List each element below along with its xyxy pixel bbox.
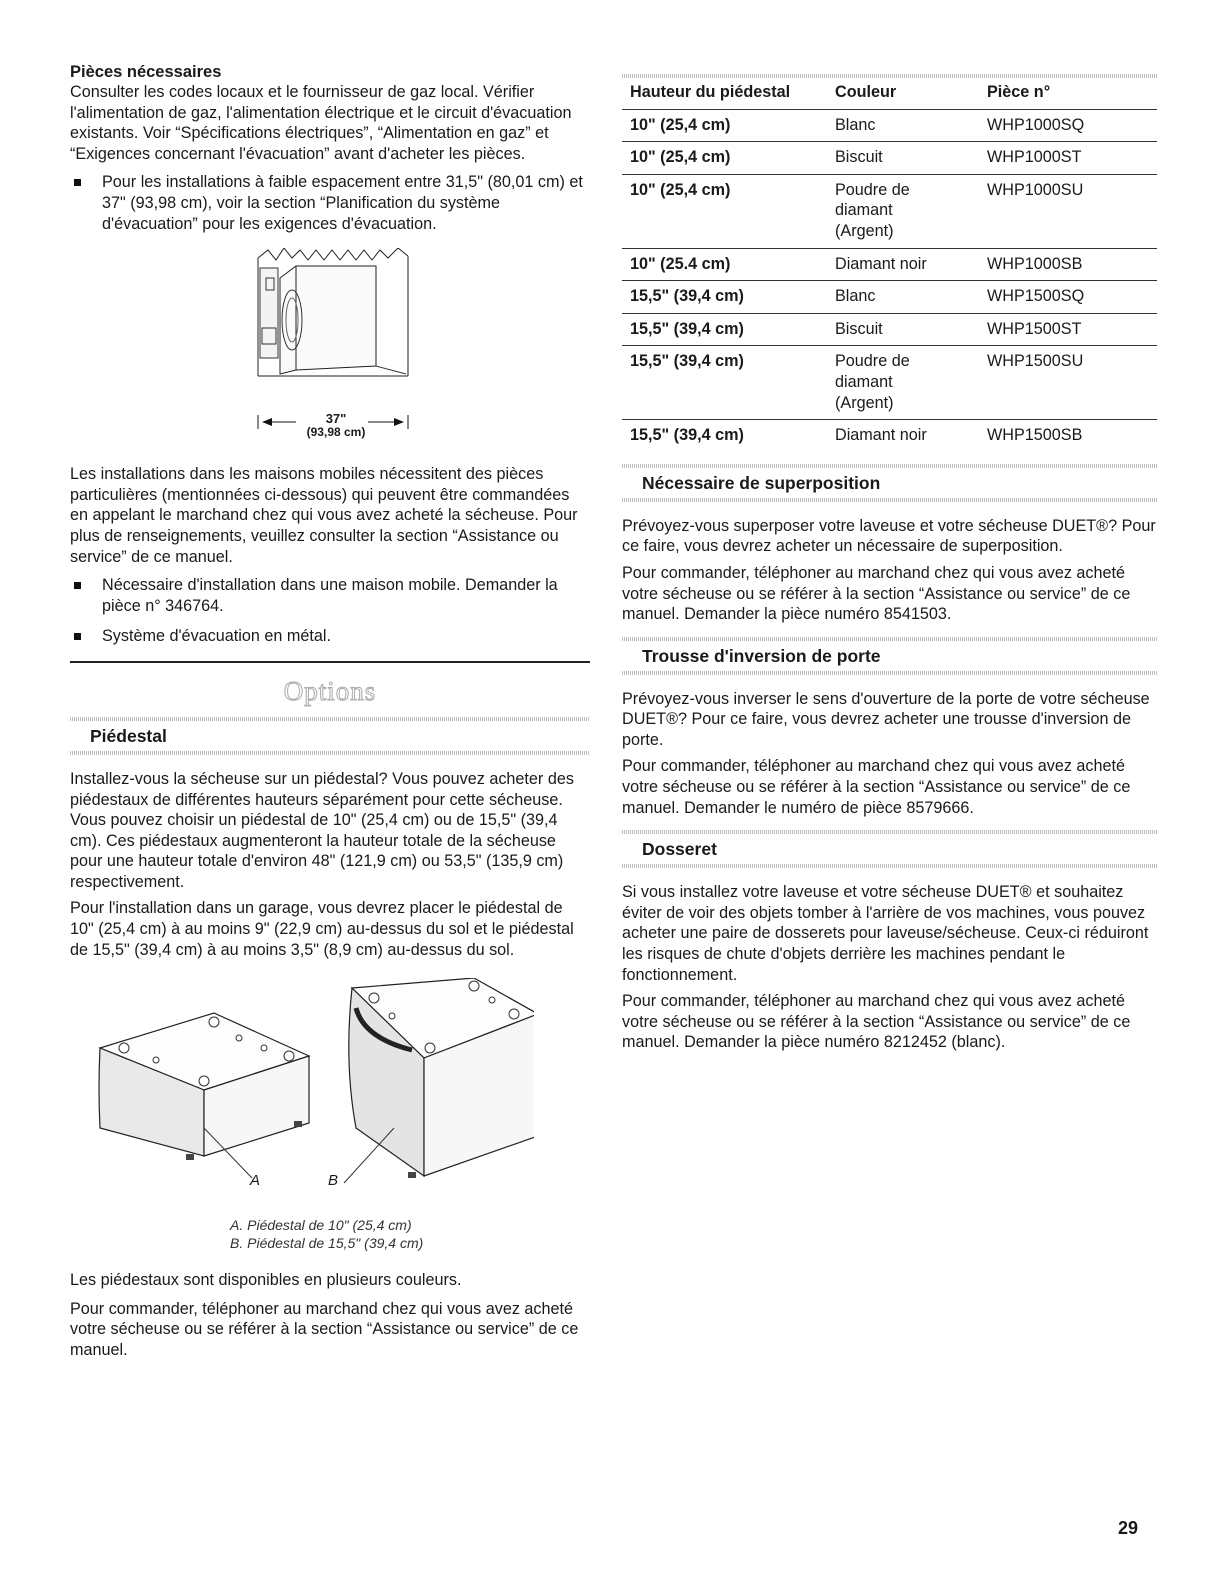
table-cell: WHP1500ST: [979, 313, 1157, 346]
dimension-label: 37": [325, 411, 347, 427]
door-kit-paragraph-1: Prévoyez-vous inverser le sens d'ouverture de la porte de votre sécheuse DUET®? Pour ce faire, vous devrez acheter une trousse d'inversion de porte.: [622, 689, 1150, 749]
bullet-square-icon: [74, 179, 81, 186]
table-cell: 15,5" (39,4 cm): [622, 346, 827, 420]
colors-text: Les piédestaux sont disponibles en plusieurs couleurs.: [70, 1271, 462, 1290]
section-rule: [70, 661, 590, 663]
table-row: [622, 109, 1157, 142]
table-header-row: [622, 78, 1157, 109]
stack-kit-title: Nécessaire de superposition: [642, 472, 881, 493]
caption-a: A. Piédestal de 10" (25,4 cm): [230, 1217, 412, 1234]
dotted-divider: [70, 751, 590, 755]
pedestal-diagram: [94, 978, 534, 1188]
table-row: [622, 313, 1157, 346]
table-cell: WHP1000ST: [979, 142, 1157, 175]
table-row: [622, 281, 1157, 314]
table-cell: WHP1500SQ: [979, 281, 1157, 314]
table-cell: Poudre de diamant (Argent): [827, 346, 979, 420]
dotted-divider: [622, 464, 1157, 468]
parts-title: Pièces nécessaires: [70, 63, 222, 81]
parts-intro: Consulter les codes locaux et le fournisseur de gaz local. Vérifier l'alimentation de gaz, l'alimentation électrique et le circuit d'évacuation existants. Voir “Spécifications électriques”, “Alimentation en gaz” et “Exigences concernant l'évacuation” avant d'acheter les pièces.: [70, 83, 572, 163]
pedestals-illustration: [94, 978, 534, 1188]
table-cell: Biscuit: [827, 313, 979, 346]
table-row: [622, 346, 1157, 420]
door-kit-title: Trousse d'inversion de porte: [642, 645, 881, 666]
left-column: [70, 62, 590, 1361]
order-text: Pour commander, téléphoner au marchand chez qui vous avez acheté votre sécheuse ou se référer à la section “Assistance ou service” de ce manuel.: [70, 1299, 579, 1360]
table-header: Hauteur du piédestal: [630, 83, 791, 101]
dotted-divider: [70, 717, 590, 721]
table-cell: 10" (25,4 cm): [622, 109, 827, 142]
table-cell: Blanc: [827, 109, 979, 142]
backsplash-paragraph-1: Si vous installez votre laveuse et votre sécheuse DUET® et souhaitez éviter de voir des objets tomber à l'arrière de vos machines, vous pouvez acheter une paire de dosserets pour laveuse/sécheuse. Ceux-ci réduiront les risques de chute d'objets derrière les machines pendant le fonctionnement.: [622, 883, 1149, 984]
table-cell: WHP1000SQ: [979, 109, 1157, 142]
label-b: B: [328, 1172, 339, 1190]
mobile-bullet-1-text: Nécessaire d'installation dans une maison mobile. Demander la pièce n° 346764.: [102, 576, 558, 615]
stack-kit-paragraph-2: Pour commander, téléphoner au marchand chez qui vous avez acheté votre sécheuse ou se référer à la section “Assistance ou service” de ce manuel. Demander la pièce numéro 8541503.: [622, 563, 1131, 624]
table-cell: Poudre de diamant (Argent): [827, 174, 979, 248]
table-cell: Diamant noir: [827, 420, 979, 452]
label-a: A: [250, 1172, 261, 1190]
table-cell: Biscuit: [827, 142, 979, 175]
table-cell: Diamant noir: [827, 248, 979, 281]
table-header: Couleur: [835, 83, 897, 101]
alcove-dryer-illustration: [256, 248, 416, 413]
right-column: [622, 74, 1157, 1053]
table-cell: 10" (25,4 cm): [622, 174, 827, 248]
table-row: [622, 248, 1157, 281]
pedestal-parts-table: [622, 78, 1157, 452]
options-title: Options: [283, 675, 377, 706]
table-cell: 15,5" (39,4 cm): [622, 313, 827, 346]
table-cell: WHP1500SU: [979, 346, 1157, 420]
table-row: [622, 142, 1157, 175]
table-row: [622, 420, 1157, 452]
door-kit-paragraph-2: Pour commander, téléphoner au marchand chez qui vous avez acheté votre sécheuse ou se référer à la section “Assistance ou service” de ce manuel. Demander le numéro de pièce 8579666.: [622, 757, 1131, 817]
stack-kit-paragraph-1: Prévoyez-vous superposer votre laveuse et votre sécheuse DUET®? Pour ce faire, vous devrez acheter un nécessaire de superposition.: [622, 516, 1156, 556]
table-cell: 15,5" (39,4 cm): [622, 420, 827, 452]
bullet-square-icon: [74, 582, 81, 589]
backsplash-paragraph-2: Pour commander, téléphoner au marchand chez qui vous avez acheté votre sécheuse ou se référer à la section “Assistance ou service” de ce manuel. Demander la pièce numéro 8212452 (blanc).: [622, 992, 1131, 1052]
dotted-divider: [622, 498, 1157, 502]
pedestal-paragraph-2: Pour l'installation dans un garage, vous devrez placer le piédestal de 10" (25,4 cm) à au moins 9" (22,9 cm) au-dessus du sol et le piédestal de 15,5" (39,4 cm) à au moins 3,5" (8,9 cm) au-dessus du sol.: [70, 899, 574, 959]
table-cell: 10" (25,4 cm): [622, 142, 827, 175]
mobile-home-intro: Les installations dans les maisons mobiles nécessitent des pièces particulières (mentionnées ci-dessous) qui peuvent être commandées en appelant le marchand chez qui vous avez acheté la sécheuse. Pour plus de renseignements, veuillez consulter la section “Assistance ou service” de ce manuel.: [70, 465, 578, 566]
table-cell: Blanc: [827, 281, 979, 314]
table-cell: 10" (25.4 cm): [622, 248, 827, 281]
dotted-divider: [622, 830, 1157, 834]
mobile-bullet-2-text: Système d'évacuation en métal.: [102, 627, 331, 646]
dimension-label-cm: (93,98 cm): [306, 425, 366, 440]
mobile-bullet-2: [70, 626, 590, 647]
table-cell: WHP1000SB: [979, 248, 1157, 281]
bullet-square-icon: [74, 633, 81, 640]
table-cell: WHP1500SB: [979, 420, 1157, 452]
dotted-divider: [622, 671, 1157, 675]
dotted-divider: [622, 864, 1157, 868]
pedestal-title: Piédestal: [90, 725, 167, 746]
page-number: 29: [1118, 1518, 1139, 1538]
caption-b: B. Piédestal de 15,5" (39,4 cm): [230, 1235, 424, 1252]
pedestal-paragraph-1: Installez-vous la sécheuse sur un piédestal? Vous pouvez acheter des piédestaux de différentes hauteurs séparément pour cette sécheuse. Vous pouvez choisir un piédestal de 10" (25,4 cm) ou de 15,5" (39,4 cm). Ces piédestaux augmenteront la hauteur totale de la sécheuse pour une hauteur totale d'environ 48" (121,9 cm) ou 53,5" (135,9 cm) respectivement.: [70, 769, 574, 891]
mobile-bullet-1: [70, 575, 590, 616]
table-cell: 15,5" (39,4 cm): [622, 281, 827, 314]
parts-bullet-text: Pour les installations à faible espacement entre 31,5" (80,01 cm) et 37" (93,98 cm), voir la section “Planification du système d'évacuation” pour les exigences d'évacuation.: [102, 173, 583, 233]
backsplash-title: Dosseret: [642, 839, 717, 860]
parts-bullet: [70, 172, 590, 234]
alcove-diagram: [256, 248, 416, 460]
table-cell: WHP1000SU: [979, 174, 1157, 248]
table-header: Pièce n°: [987, 83, 1051, 101]
table-row: [622, 174, 1157, 248]
dotted-divider: [622, 637, 1157, 641]
